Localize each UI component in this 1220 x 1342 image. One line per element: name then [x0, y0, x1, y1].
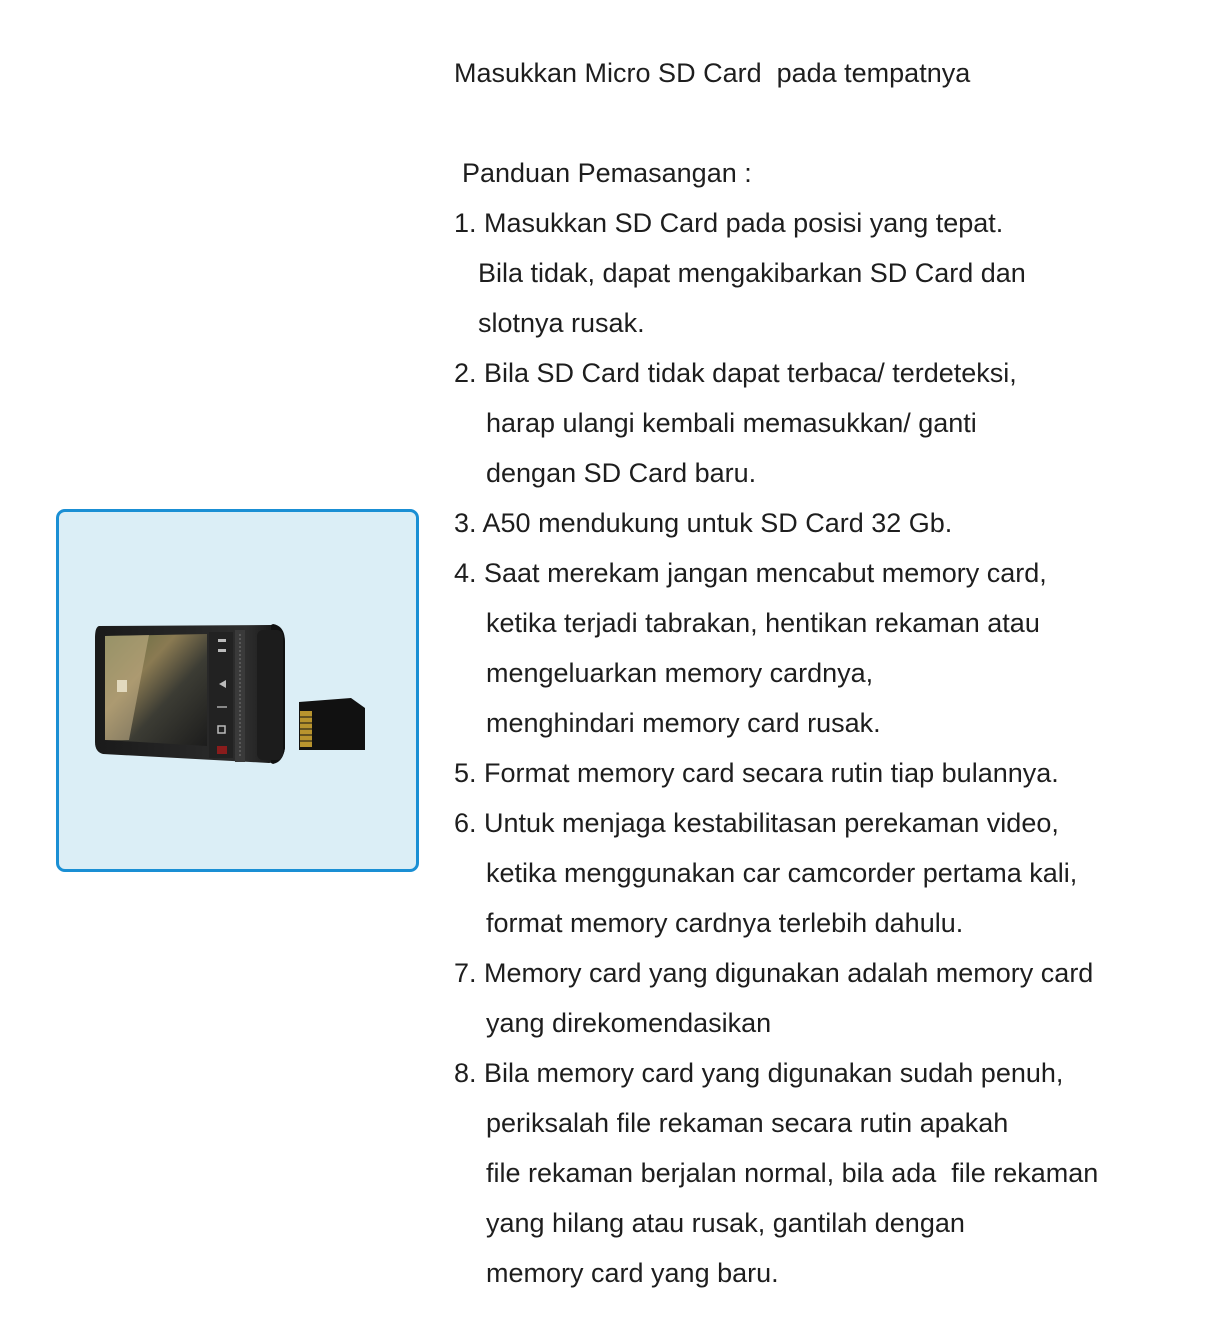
product-image-panel	[56, 509, 419, 872]
instruction-line: dengan SD Card baru.	[486, 458, 757, 488]
instruction-line: 8. Bila memory card yang digunakan sudah penuh,	[454, 1058, 1064, 1088]
instruction-line: ketika terjadi tabrakan, hentikan rekaman atau	[486, 608, 1040, 638]
guide-title: Panduan Pemasangan :	[462, 158, 752, 188]
instruction-line: format memory cardnya terlebih dahulu.	[486, 908, 964, 938]
instruction-line: yang hilang atau rusak, gantilah dengan	[486, 1208, 965, 1238]
instruction-line: 3. A50 mendukung untuk SD Card 32 Gb.	[454, 508, 953, 538]
instruction-line: 6. Untuk menjaga kestabilitasan perekaman video,	[454, 808, 1059, 838]
instruction-line: Bila tidak, dapat mengakibarkan SD Card dan	[478, 258, 1026, 288]
instruction-line: yang direkomendasikan	[486, 1008, 772, 1038]
instruction-line: mengeluarkan memory cardnya,	[486, 658, 874, 688]
instruction-line: memory card yang baru.	[486, 1258, 779, 1288]
instruction-line: ketika menggunakan car camcorder pertama kali,	[486, 858, 1078, 888]
instruction-line: 5. Format memory card secara rutin tiap bulannya.	[454, 758, 1059, 788]
instruction-line: periksalah file rekaman secara rutin apakah	[486, 1108, 1009, 1138]
page-heading: Masukkan Micro SD Card pada tempatnya	[454, 58, 971, 88]
instruction-line: harap ulangi kembali memasukkan/ ganti	[486, 408, 977, 438]
instruction-line: file rekaman berjalan normal, bila ada file rekaman	[486, 1158, 1099, 1188]
dashcam-with-microsd-card-icon	[59, 512, 416, 869]
instruction-line: 7. Memory card yang digunakan adalah memory card	[454, 958, 1094, 988]
instruction-line: 1. Masukkan SD Card pada posisi yang tepat.	[454, 208, 1004, 238]
instruction-line: slotnya rusak.	[478, 308, 645, 338]
instruction-line: 2. Bila SD Card tidak dapat terbaca/ terdeteksi,	[454, 358, 1017, 388]
instruction-line: menghindari memory card rusak.	[486, 708, 881, 738]
instruction-line: 4. Saat merekam jangan mencabut memory card,	[454, 558, 1047, 588]
